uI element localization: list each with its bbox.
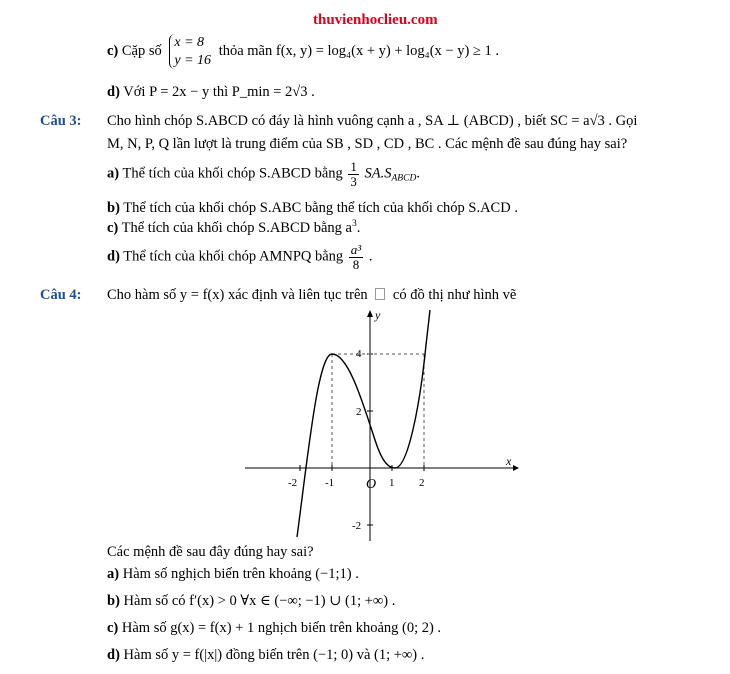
item-text: Hàm số y = f(|x|) đồng biến trên (−1; 0) và (1; +∞) . [123,647,425,663]
x-tick-label: 1 [389,477,395,489]
x-tick-label: -1 [325,477,335,489]
item-label: d) [107,647,120,663]
question-3-label: Câu 3: [40,113,82,129]
x-tick-label: -2 [288,477,298,489]
y-tick-label: -2 [352,520,362,532]
y-tick-label: 4 [356,348,362,360]
origin-label: O [366,477,377,492]
equation-system [169,34,211,69]
item-text: Thể tích của khối chóp S.ABCD bằng a [121,220,352,236]
q4-item-c [107,620,441,637]
q4-item-d [107,647,424,664]
item-text: Cho hàm số y = f(x) xác định và liên tục trên [107,287,368,303]
item-text: Với P = 2x − y thì P_min = 2√3 . [123,84,315,100]
item-label: c) [107,620,119,636]
item-text: Thể tích của khối chóp S.ABC bằng thể tích của khối chóp S.ACD . [123,200,518,216]
item-text: Hàm số g(x) = f(x) + 1 nghịch biến trên khoảng (0; 2) . [121,620,442,636]
item-label: d) [107,248,120,265]
function-graph [240,305,520,545]
item-text: . [356,220,361,236]
item-label: a) [107,566,120,582]
item-text: thỏa mãn f(x, y) = log₄(x + y) + log₄(x − y) ≥ 1 . [218,42,500,59]
item-text: Thể tích của khối chóp AMNPQ bằng [123,248,344,265]
x-axis-label: x [506,454,512,468]
q3-item-c [107,219,360,237]
question-3-line-1: Cho hình chóp S.ABCD có đáy là hình vuông cạnh a , SA ⊥ (ABCD) , biết SC = a√3 . Gọi [107,113,638,129]
q4-item-a [107,566,359,583]
fraction-denominator: 3 [350,173,357,189]
q3-item-a [107,160,420,188]
fraction [348,160,359,188]
item-text: . [368,248,373,265]
item-label: b) [107,593,120,609]
y-axis-arrow-icon [367,310,373,317]
fraction [349,243,363,271]
item-text: Thể tích của khối chóp S.ABCD bằng [122,165,343,182]
item-text: Hàm số nghịch biến trên khoảng (−1;1) . [122,566,359,582]
item-label: b) [107,200,120,216]
item-text: SA.S [364,165,392,182]
y-axis-label: y [375,308,381,322]
item-label: a) [107,165,120,182]
q3-item-b [107,200,518,217]
subscript: ABCD [391,173,417,184]
question-4-prompt: Các mệnh đề sau đây đúng hay sai? [107,544,314,560]
missing-glyph-icon [375,288,385,300]
item-text: Hàm số có f′(x) > 0 ∀x ∈ (−∞; −1) ∪ (1; +∞) . [123,593,396,609]
fraction-denominator: 8 [352,256,360,272]
x-axis-arrow-icon [513,465,519,471]
q3-item-d [107,243,372,271]
item-label: d) [107,84,120,100]
fraction-numerator: 1 [350,159,357,174]
item-text: Cặp số [121,42,162,59]
function-curve [297,310,430,537]
superscript: 3 [351,219,357,229]
fraction-numerator: a³ [350,242,362,257]
y-tick-label: 2 [356,406,362,418]
system-row: x = 8 [174,35,205,50]
question-4-label: Câu 4: [40,287,82,303]
item-text: . [416,165,420,182]
question-4-intro [107,287,516,304]
item-text: có đồ thị như hình vẽ [392,287,517,303]
item-label: c) [107,220,119,236]
system-row: y = 16 [174,52,212,68]
question-3-line-2: M, N, P, Q lần lượt là trung điểm của SB , SD , CD , BC . Các mệnh đề sau đúng hay sai? [107,136,628,152]
prev-item-d [107,84,315,101]
x-tick-label: 2 [419,477,425,489]
q4-item-b [107,593,395,610]
prev-item-c [107,34,499,69]
site-header[interactable]: thuvienhoclieu.com [313,12,438,28]
item-label: c) [107,42,119,59]
